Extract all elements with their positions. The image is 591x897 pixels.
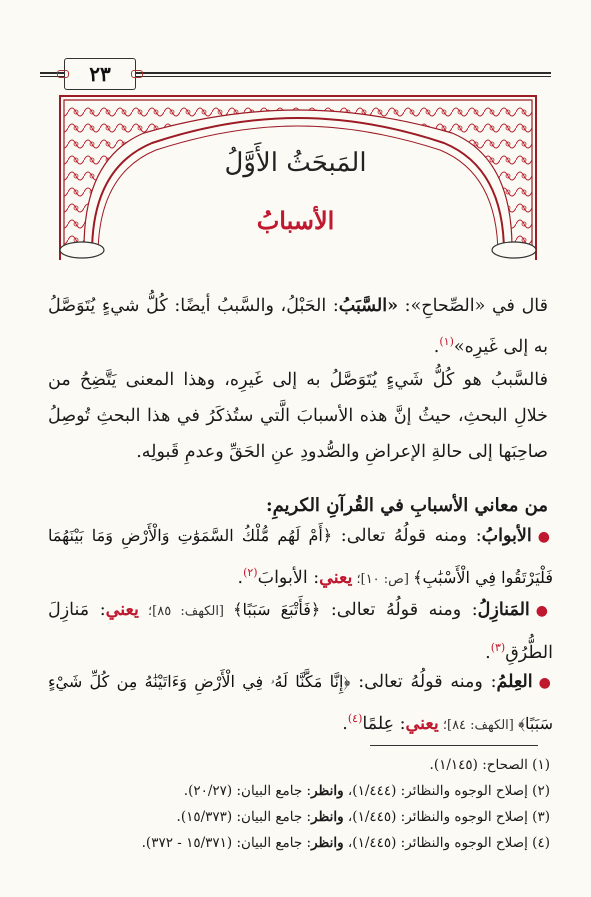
- chapter-title: المَبحَثُ الأَوَّلُ: [224, 148, 367, 178]
- item-end: .: [485, 642, 491, 663]
- item-meaning: : مَنازِلَ الطُّرُقِ: [48, 600, 553, 663]
- footnote-1: [60, 752, 550, 778]
- footnote-text: إصلاح الوجوه والنظائر: (١/٤٤٤)،: [343, 783, 533, 799]
- footnote-text-2: : جامع البيان: (١٥/٣٧١ - ٣٧٢).: [141, 835, 312, 851]
- paragraph-explanation: فالسَّببُ هو كُلُّ شَيءٍ يُتَوَصَّلُ به إلى غَيرِه، وهذا المعنى يَتَّضِحُ من خلالِ البحثِ، حيثُ إنَّ هذه الأسبابَ الَّتي ستُذكَرُ في هذا البحثِ تُوصِلُ صاحِبَها إلى حالةِ الإعراضِ والصُّدودِ عنِ الحَقِّ وعدمِ قَبولِه.: [48, 370, 548, 462]
- footnote-2: [60, 778, 550, 804]
- section-title: الأسبابُ: [256, 206, 335, 235]
- footnote-ref-4[interactable]: (٤): [347, 712, 363, 725]
- paragraph-definition: [48, 288, 548, 365]
- footnote-see-label: وانظر: [311, 809, 344, 825]
- footnote-text-2: : جامع البيان: (٢٠/٢٧).: [183, 783, 312, 799]
- meaning-item-knowledge: [48, 664, 553, 744]
- footnote-ref-2[interactable]: (٢): [243, 566, 258, 579]
- footnote-text-2: : جامع البيان: (١٥/٣٧٣).: [176, 809, 312, 825]
- item-meaning: : الأبوابَ: [257, 567, 320, 588]
- footnote-number: (٣): [532, 809, 550, 825]
- page-number-frame: [64, 58, 136, 90]
- meaning-label: يعني: [319, 567, 353, 588]
- meaning-item-stations: [48, 592, 553, 671]
- para1-body: : الحَبْلُ، والسَّببُ أيضًا: كُلُّ شيءٍ يُتَوَصَّلُ به إلى غَيرِه»: [48, 296, 548, 357]
- verse-reference: [الكهف: ٨٤]؛: [438, 717, 518, 733]
- footnote-number: (٤): [532, 835, 550, 851]
- bullet-icon: ●: [537, 529, 553, 545]
- footnote-text: إصلاح الوجوه والنظائر: (١/٤٤٥)،: [343, 835, 533, 851]
- item-meaning: : عِلمًا: [362, 713, 406, 734]
- footnote-ref-3[interactable]: (٣): [490, 641, 506, 654]
- footnotes: [60, 752, 550, 856]
- footnote-ref-1[interactable]: (١): [439, 335, 454, 348]
- footnote-see-label: وانظر: [311, 783, 344, 799]
- para1-term: «السَّبَبُ: [338, 296, 399, 316]
- page-number: ٢٣: [89, 62, 111, 86]
- item-term: الأبوابُ: [481, 526, 532, 546]
- para1-end: .: [433, 336, 440, 357]
- quran-verse: ﴿إِنَّا مَكَّنَّا لَهُۥ فِي الْأَرْضِ وَءَاتَيْنَٰهُ مِن كُلِّ شَيْءٍ سَبَبًا﴾: [48, 672, 553, 733]
- item-term: المَنازِلُ: [477, 600, 530, 620]
- quran-verse: ﴿أَمْ لَهُم مُّلْكُ السَّمَوَٰتِ وَالْأَرْضِ وَمَا بَيْنَهُمَا فَلْيَرْتَقُوا فِي الْأَسْبَٰبِ﴾: [48, 526, 553, 587]
- item-intro: : ومنه قولُهُ تعالى:: [320, 600, 478, 620]
- footnote-number: (١): [532, 757, 550, 773]
- verse-reference: [الكهف: ٨٥]؛: [138, 604, 234, 619]
- meaning-item-doors: [48, 518, 553, 598]
- item-end: .: [342, 713, 348, 734]
- para1-intro: قال في «الصِّحاحِ»:: [398, 296, 548, 316]
- footnote-text: إصلاح الوجوه والنظائر: (١/٤٤٥)،: [343, 809, 533, 825]
- bullet-icon: ●: [538, 675, 554, 691]
- item-intro: : ومنه قولُهُ تعالى:: [332, 526, 482, 546]
- footnote-4: [60, 830, 550, 856]
- footnote-number: (٢): [532, 783, 550, 799]
- item-term: العِلمُ: [496, 672, 533, 692]
- footnote-3: [60, 804, 550, 830]
- verse-reference: [ص: ١٠]؛: [352, 571, 414, 587]
- item-end: .: [237, 567, 244, 588]
- subheading-meanings: من معاني الأسبابِ في القُرآنِ الكريمِ:: [265, 495, 548, 516]
- meaning-label: يعني: [405, 713, 439, 734]
- bullet-icon: ●: [535, 603, 554, 619]
- footnote-text: الصحاح: (١/١٤٥).: [429, 757, 533, 773]
- meaning-label: يعني: [105, 600, 139, 620]
- footnote-see-label: وانظر: [311, 835, 344, 851]
- footnote-separator: [370, 745, 538, 746]
- quran-verse: ﴿فَأَتْبَعَ سَبَبًا﴾: [233, 600, 321, 619]
- item-intro: : ومنه قولُهُ تعالى:: [350, 672, 497, 692]
